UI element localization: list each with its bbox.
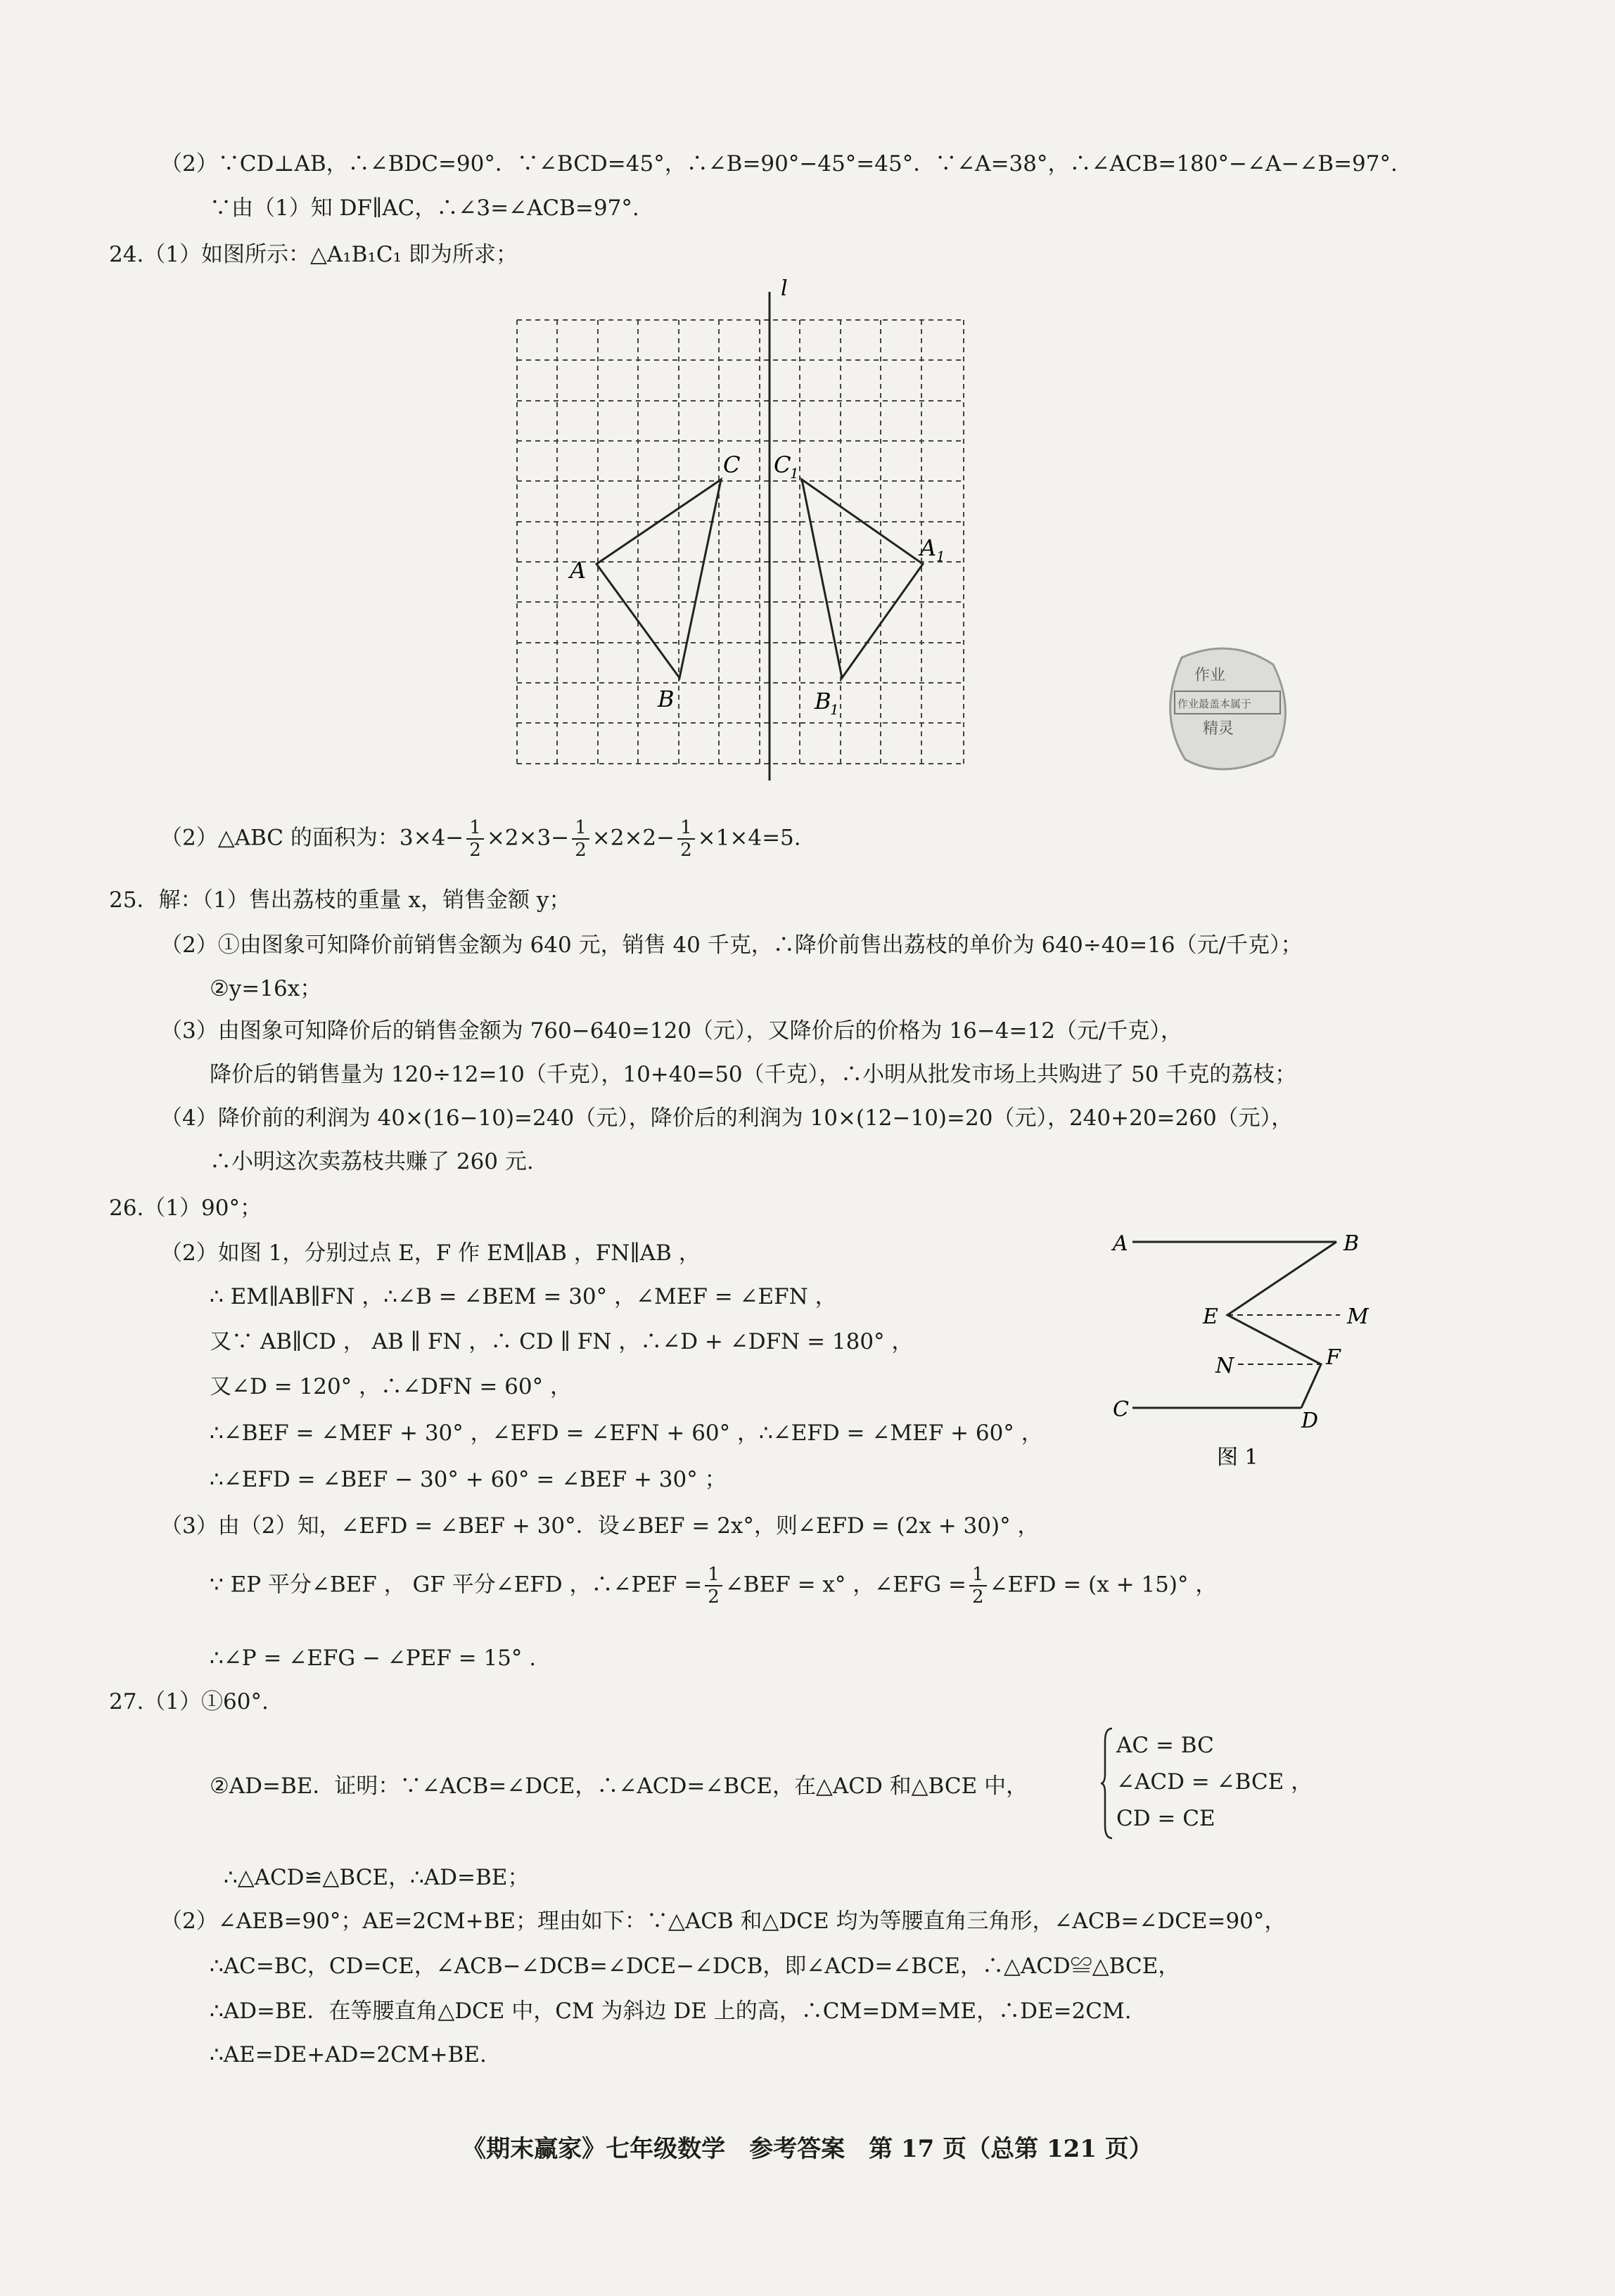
q27-line7: ∴AE=DE+AD=2CM+BE. — [210, 2042, 487, 2067]
q27-line5: ∴AC=BC，CD=CE，∠ACB−∠DCB=∠DCE−∠DCB，即∠ACD=∠BCE，∴△ACD≌△BCE， — [210, 1954, 1180, 1979]
q25-line1: 25．解：（1）售出荔枝的重量 x，销售金额 y； — [109, 887, 571, 913]
triangle-abc — [596, 480, 721, 678]
label-a: A — [570, 557, 587, 584]
q25-line7: ∴小明这次卖荔枝共赚了 260 元. — [210, 1149, 534, 1174]
axis-l-label: l — [781, 276, 788, 301]
q27-line2: ②AD=BE．证明：∵∠ACB=∠DCE，∴∠ACD=∠BCE，在△ACD 和△BCE 中， — [210, 1774, 1028, 1799]
fig1-label-n: N — [1215, 1354, 1234, 1378]
q24-grid-figure — [492, 274, 985, 788]
left-brace — [1101, 1727, 1113, 1840]
q26-line2: （2）如图 1，分别过点 E，F 作 EM∥AB ，FN∥AB ， — [160, 1240, 701, 1266]
q27-line1: 27.（1）①60°. — [109, 1689, 269, 1714]
q26-line7: ∴∠EFD = ∠BEF − 30° + 60° = ∠BEF + 30° ； — [210, 1467, 727, 1492]
q26-line1: 26.（1）90°； — [109, 1195, 262, 1221]
q23-part2-line2: ∵由（1）知 DF∥AC，∴∠3=∠ACB=97°. — [210, 195, 639, 221]
system-eq2: ∠ACD = ∠BCE ， — [1116, 1769, 1313, 1795]
label-c1: C — [774, 451, 791, 478]
q26-line9: ∵ EP 平分∠BEF ， GF 平分∠EFD ，∴∠PEF = $\frac{1}{2}$ ∠BEF = x° ，∠EFG = $\frac{1}{2}$ ∠EFD = (x + 15)° ， — [210, 1564, 1218, 1608]
q27-line4: （2）∠AEB=90°；AE=2CM+BE；理由如下：∵△ACB 和△DCE 均为等腰直角三角形，∠ACB=∠DCE=90°， — [160, 1909, 1287, 1934]
q26-line6: ∴∠BEF = ∠MEF + 30° ，∠EFD = ∠EFN + 60° ，∴∠EFD = ∠MEF + 60° ， — [210, 1420, 1043, 1446]
q26-line4: 又∵ AB∥CD ， AB ∥ FN ，∴ CD ∥ FN ，∴∠D + ∠DFN = 180° ， — [210, 1329, 914, 1354]
q26-line5: 又∠D = 120° ，∴∠DFN = 60° ， — [210, 1374, 572, 1399]
grid-lines — [517, 320, 964, 764]
q23-part2-line1: （2）∵CD⊥AB，∴∠BDC=90°．∵∠BCD=45°，∴∠B=90°−45°=45°．∵∠A=38°，∴∠ACB=180°−∠A−∠B=97°. — [160, 151, 1398, 177]
label-c: C — [723, 451, 741, 478]
svg-text:精灵: 精灵 — [1203, 720, 1234, 738]
q25-line2: （2）①由图象可知降价前销售金额为 640 元，销售 40 千克，∴降价前售出荔枝的单价为 640÷40=16（元/千克）； — [160, 932, 1303, 958]
label-b1-sub: 1 — [830, 701, 839, 718]
system-eq3: CD = CE — [1116, 1806, 1215, 1831]
q25-line5: 降价后的销售量为 120÷12=10（千克），10+40=50（千克），∴小明从批发市场上共购进了 50 千克的荔枝； — [210, 1062, 1297, 1087]
fig1-label-c: C — [1113, 1397, 1129, 1422]
label-a1: A — [920, 534, 937, 561]
fig1-label-d: D — [1301, 1409, 1319, 1433]
fig1-label-b: B — [1343, 1231, 1360, 1256]
q24-part1: 24.（1）如图所示：△A₁B₁C₁ 即为所求； — [109, 242, 518, 267]
page-footer: 《期末赢家》七年级数学 参考答案 第 17 页（总第 121 页） — [462, 2135, 1153, 2163]
q24-part2: （2）△ABC 的面积为：3×4− $\frac{1}{2}$ ×2×3− $\frac{1}{2}$ ×2×2− $\frac{1}{2}$ ×1×4=5. — [160, 817, 801, 861]
label-b1: B — [815, 688, 831, 714]
fig1-label-m: M — [1347, 1304, 1369, 1329]
svg-text:作业: 作业 — [1194, 667, 1226, 684]
q25-line3: ②y=16x； — [210, 976, 322, 1001]
q26-line3: ∴ EM∥AB∥FN ，∴∠B = ∠BEM = 30° ，∠MEF = ∠EFN ， — [210, 1284, 837, 1309]
q26-line10: ∴∠P = ∠EFG − ∠PEF = 15° . — [210, 1646, 537, 1671]
q25-line6: （4）降价前的利润为 40×(16−10)=240（元），降价后的利润为 10×(12−10)=20（元），240+20=260（元）， — [160, 1105, 1294, 1131]
label-a1-sub: 1 — [936, 548, 945, 565]
q27-line6: ∴AD=BE．在等腰直角△DCE 中，CM 为斜边 DE 上的高，∴CM=DM=ME，∴DE=2CM. — [210, 1999, 1132, 2024]
q26-line8: （3）由（2）知，∠EFD = ∠BEF + 30°．设∠BEF = 2x°，则∠EFD = (2x + 30)° ， — [160, 1513, 1040, 1539]
fig1-label-a: A — [1113, 1231, 1128, 1256]
triangle-a1b1c1 — [802, 480, 923, 678]
fig1-label-f: F — [1326, 1345, 1341, 1370]
svg-text:作业最盖本属于: 作业最盖本属于 — [1177, 698, 1252, 710]
fig1-label-e: E — [1203, 1304, 1218, 1329]
fig1-caption: 图 1 — [1217, 1445, 1258, 1470]
homework-stamp — [1154, 636, 1298, 781]
q27-line3: ∴△ACD≌△BCE，∴AD=BE； — [224, 1865, 530, 1890]
label-c1-sub: 1 — [790, 465, 799, 482]
q25-line4: （3）由图象可知降价后的销售金额为 760−640=120（元），又降价后的价格为 16−4=12（元/千克）， — [160, 1018, 1182, 1044]
q26-figure1 — [1097, 1224, 1379, 1477]
label-b: B — [658, 686, 675, 712]
system-eq1: AC = BC — [1116, 1733, 1214, 1758]
